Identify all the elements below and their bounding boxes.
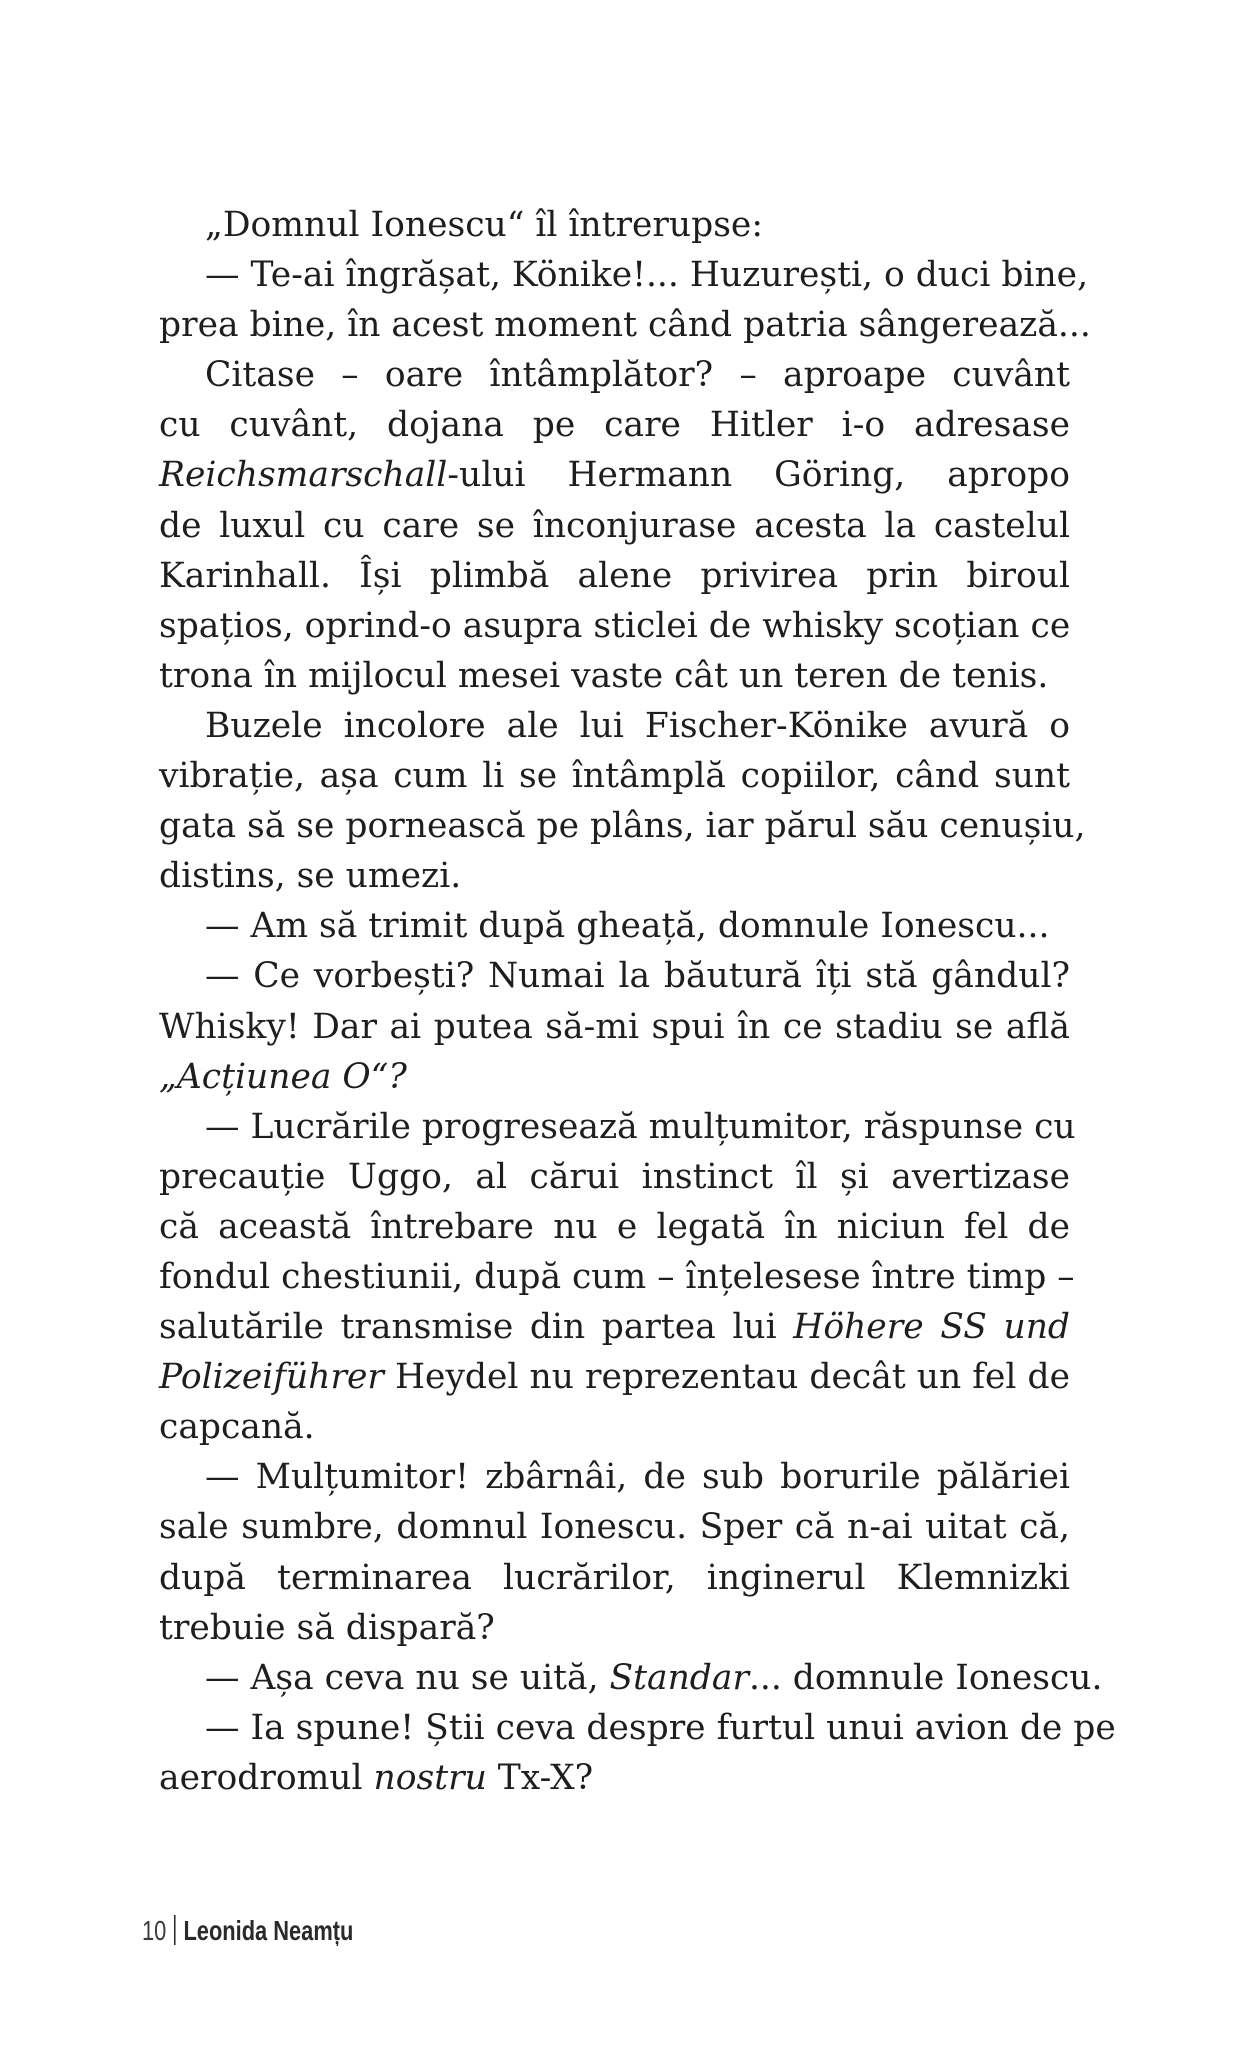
page-footer [142,1914,353,1948]
text-line: trebuie să dispară? [159,1607,495,1648]
footer-divider [174,1915,176,1945]
text-line: capcană. [159,1407,315,1448]
italic-term: nostru [373,1757,487,1798]
text-line: de luxul cu care se înconjurase acesta la castelul [159,505,1070,546]
text-fragment: Tx-X? [486,1757,594,1798]
text-line: prea bine, în acest moment când patria sângerează... [159,305,1091,346]
text-line: cu cuvânt, dojana pe care Hitler i-o adresase [159,405,1070,446]
text-fragment: — Așa ceva nu se uită, [205,1657,610,1698]
text-line [159,1753,1070,1803]
italic-term: Polizeiführer [159,1357,384,1398]
text-line [159,450,1070,500]
text-line: spațios, oprind-o asupra sticlei de whisky scoțian ce [159,605,1071,646]
text-line: precauție Uggo, al cărui instinct îl și avertizase [159,1156,1070,1197]
text-line [159,1352,1070,1402]
italic-term: Standar [609,1657,749,1698]
text-line: — Ia spune! Știi ceva despre furtul unui avion de pe [205,1707,1116,1748]
text-line: trona în mijlocul mesei vaste cât un teren de tenis. [159,655,1049,696]
text-fragment: aerodromul [159,1757,374,1798]
text-line [159,1052,1070,1102]
text-line: „Domnul Ionescu“ îl întrerupse: [205,205,763,245]
text-line: — Te-ai îngrășat, Könike!... Huzurești, o duci bine, [205,255,1089,296]
text-line [159,1653,1103,1703]
text-fragment: -ului Hermann Göring, apropo [447,455,1070,496]
text-line: gata să se pornească pe plâns, iar părul său cenușiu, [159,806,1086,847]
text-line: distins, se umezi. [159,856,462,897]
text-line: Karinhall. Își plimbă alene privirea prin biroul [159,555,1070,596]
text-line: după terminarea lucrărilor, inginerul Klemnizki [159,1557,1070,1598]
text-fragment: salutările transmise din partea lui [159,1307,794,1348]
page-number: 10 [142,1915,167,1946]
text-line: sale sumbre, domnul Ionescu. Sper că n-ai uitat că, [159,1507,1070,1548]
body-text [159,200,1116,1803]
text-line: că această întrebare nu e legată în niciun fel de [159,1206,1070,1247]
text-fragment: ... domnule Ionescu. [748,1657,1103,1698]
text-line: — Lucrările progresează mulțumitor, răspunse cu [205,1106,1076,1147]
text-line: — Ce vorbești? Numai la băutură îți stă gândul? [205,956,1070,997]
italic-term: Höhere SS und [793,1307,1071,1348]
text-line: — Mulțumitor! zbârnâi, de sub borurile pălăriei [205,1457,1070,1498]
text-line: vibrație, așa cum li se întâmplă copiilor, când sunt [159,756,1070,797]
text-line: fondul chestiunii, după cum – înțelesese între timp – [159,1256,1075,1297]
text-line: Buzele incolore ale lui Fischer-Könike avură o [205,705,1070,746]
text-line [159,1302,1070,1352]
text-line: Whisky! Dar ai putea să-mi spui în ce stadiu se află [159,1006,1070,1047]
text-fragment: Heydel nu reprezentau decât un fel de [383,1357,1070,1398]
author-name: Leonida Neamțu [183,1915,354,1946]
text-line: — Am să trimit după gheață, domnule Ionescu... [205,906,1050,947]
italic-term: Reichsmarschall [159,455,448,496]
italic-term: „Acțiunea O“? [159,1056,407,1097]
text-line: Citase – oare întâmplător? – aproape cuvânt [205,355,1070,396]
